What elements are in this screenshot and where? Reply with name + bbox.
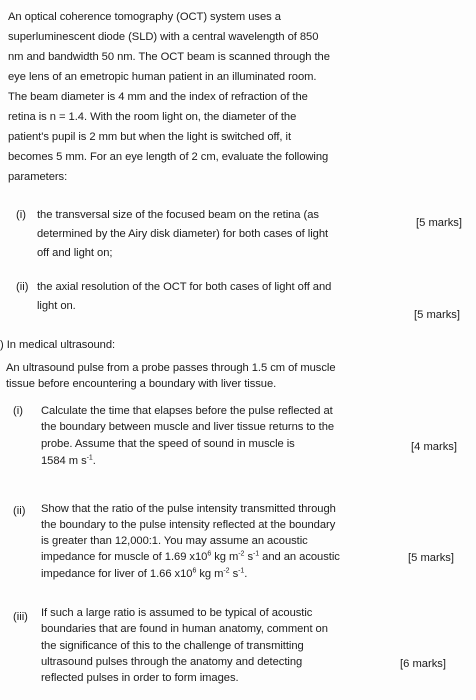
oct-q1-line-2: determined by the Airy disk diameter) for both cases of light bbox=[37, 228, 329, 240]
us-q1-speed bbox=[41, 454, 96, 468]
oct-intro-line-4: eye lens of an emetropic human patient in an illuminated room. bbox=[8, 71, 317, 83]
us-q2-impedance-muscle bbox=[41, 550, 340, 564]
us-q2-muscle-text-d: and an acoustic bbox=[259, 551, 340, 563]
oct-intro-line-9: parameters: bbox=[8, 171, 68, 183]
us-q2-line-1: Show that the ratio of the pulse intensity transmitted through bbox=[41, 503, 336, 515]
ultrasound-heading: ) In medical ultrasound: bbox=[0, 339, 116, 351]
us-q2-liver-text-a: impedance for liver of 1.66 x10 bbox=[41, 568, 193, 580]
us-q1-line-2: the boundary between muscle and liver tissue returns to the bbox=[41, 421, 335, 433]
oct-intro-line-5: The beam diameter is 4 mm and the index of refraction of the bbox=[8, 91, 308, 103]
oct-intro-line-2: superluminescent diode (SLD) with a central wavelength of 850 bbox=[8, 31, 319, 43]
ultrasound-intro-line-1: An ultrasound pulse from a probe passes through 1.5 cm of muscle bbox=[6, 362, 336, 374]
oct-q2-marks: [5 marks] bbox=[414, 309, 461, 321]
oct-q1-marks: [5 marks] bbox=[416, 217, 463, 229]
oct-intro-line-3: nm and bandwidth 50 nm. The OCT beam is scanned through the bbox=[8, 51, 330, 63]
us-q3-number: (iii) bbox=[13, 611, 28, 623]
us-q2-liver-exp-1: 6 bbox=[192, 567, 197, 575]
ultrasound-intro-line-2: tissue before encountering a boundary with liver tissue. bbox=[6, 378, 277, 390]
us-q1-speed-end: . bbox=[92, 455, 96, 467]
us-q3-marks: [6 marks] bbox=[400, 658, 447, 670]
oct-q1-line-1: the transversal size of the focused beam on the retina (as bbox=[37, 209, 319, 221]
us-q2-liver-exp-3: -1 bbox=[238, 567, 245, 575]
us-q1-line-3: probe. Assume that the speed of sound in muscle is bbox=[41, 438, 295, 450]
us-q2-muscle-text-b: kg m bbox=[211, 551, 239, 563]
us-q2-muscle-exp-2: -2 bbox=[238, 550, 245, 558]
oct-q2-line-2: light on. bbox=[37, 300, 76, 312]
oct-intro-line-1: An optical coherence tomography (OCT) system uses a bbox=[8, 11, 281, 23]
us-q2-impedance-liver bbox=[41, 567, 247, 581]
us-q1-number: (i) bbox=[13, 405, 23, 417]
us-q2-liver-text-b: kg m bbox=[196, 568, 224, 580]
us-q1-marks: [4 marks] bbox=[411, 441, 458, 453]
us-q2-liver-text-c: s bbox=[229, 568, 239, 580]
oct-intro-line-7: patient's pupil is 2 mm but when the light is switched off, it bbox=[8, 131, 292, 143]
oct-q2-number: (ii) bbox=[16, 281, 29, 293]
oct-q2-line-1: the axial resolution of the OCT for both cases of light off and bbox=[37, 281, 332, 293]
oct-intro-line-6: retina is n = 1.4. With the room light on, the diameter of the bbox=[8, 111, 297, 123]
us-q2-muscle-text-a: impedance for muscle of 1.69 x10 bbox=[41, 551, 208, 563]
us-q3-line-4: ultrasound pulses through the anatomy and detecting bbox=[41, 656, 303, 668]
us-q3-line-5: reflected pulses in order to form images. bbox=[41, 672, 239, 684]
us-q3-line-1: If such a large ratio is assumed to be typical of acoustic bbox=[41, 607, 313, 619]
us-q2-line-3: is greater than 12,000:1. You may assume an acoustic bbox=[41, 535, 308, 547]
us-q2-muscle-text-c: s bbox=[244, 551, 253, 563]
us-q2-liver-text-d: . bbox=[244, 568, 248, 580]
us-q1-speed-exponent: -1 bbox=[86, 454, 93, 462]
us-q2-liver-exp-2: -2 bbox=[223, 567, 230, 575]
oct-intro-line-8: becomes 5 mm. For an eye length of 2 cm, evaluate the following bbox=[8, 151, 329, 163]
us-q2-muscle-exp-1: 6 bbox=[207, 550, 212, 558]
us-q2-line-2: the boundary to the pulse intensity reflected at the boundary bbox=[41, 519, 336, 531]
us-q3-line-2: boundaries that are found in human anatomy, comment on bbox=[41, 623, 328, 635]
us-q1-line-1: Calculate the time that elapses before the pulse reflected at bbox=[41, 405, 333, 417]
us-q3-line-3: the significance of this to the challenge of transmitting bbox=[41, 640, 304, 652]
us-q2-number: (ii) bbox=[13, 505, 26, 517]
oct-q1-line-3: off and light on; bbox=[37, 247, 113, 259]
us-q2-marks: [5 marks] bbox=[408, 552, 455, 564]
us-q2-muscle-exp-3: -1 bbox=[253, 550, 260, 558]
oct-q1-number: (i) bbox=[16, 209, 26, 221]
us-q1-speed-value: 1584 m s bbox=[41, 455, 87, 467]
